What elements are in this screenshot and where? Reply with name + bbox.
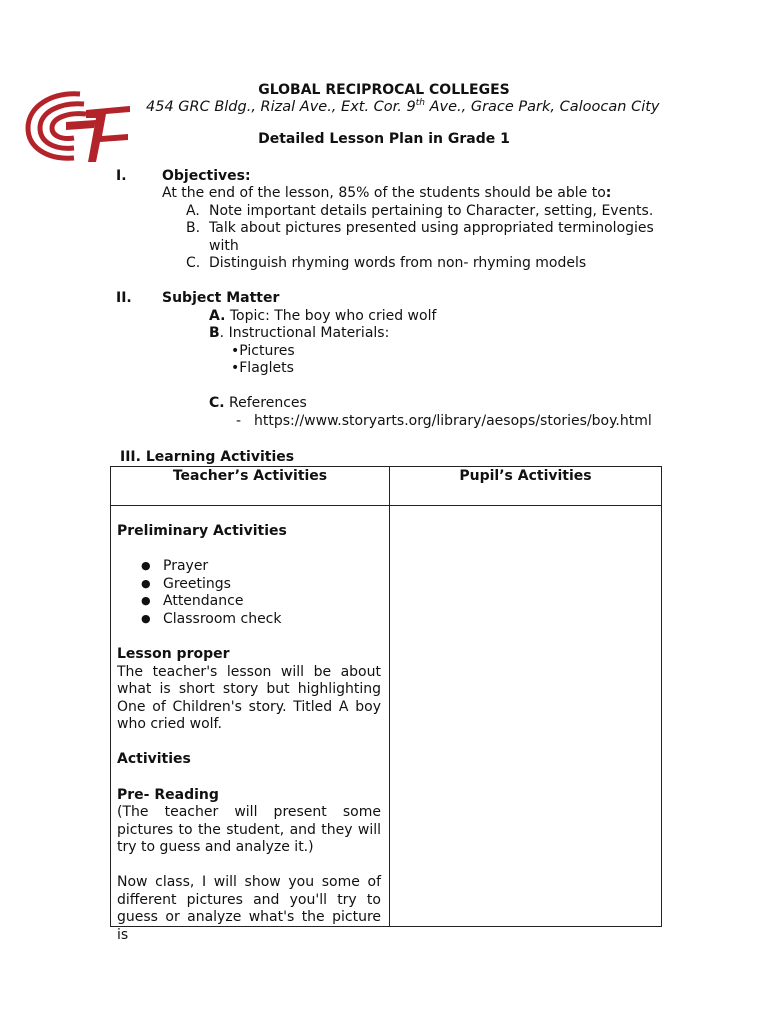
- objective-letter-b: B.: [186, 220, 201, 236]
- college-logo-icon: [22, 88, 134, 164]
- preliminary-item: Classroom check: [163, 611, 282, 627]
- references-line: C. References: [209, 395, 307, 411]
- now-class-text: different pictures and you'll try to: [117, 892, 381, 908]
- pre-reading-heading: Pre- Reading: [117, 787, 219, 803]
- bullet-icon: ●: [141, 594, 151, 607]
- school-name: GLOBAL RECIPROCAL COLLEGES: [258, 82, 510, 98]
- preliminary-item: Attendance: [163, 593, 244, 609]
- lesson-proper-text: what is short story but highlighting: [117, 681, 381, 697]
- learning-activities-table: [110, 466, 662, 943]
- preliminary-heading: Preliminary Activities: [117, 523, 287, 539]
- activities-heading: Activities: [117, 751, 191, 767]
- objective-text-a: Note important details pertaining to Character, setting, Events.: [209, 203, 654, 219]
- objectives-intro: At the end of the lesson, 85% of the students should be able to:: [162, 185, 612, 201]
- topic-line: A. Topic: The boy who cried wolf: [209, 308, 437, 324]
- now-class-text: guess or analyze what's the picture is: [117, 909, 381, 943]
- pre-reading-text: (The teacher will present some: [117, 804, 381, 820]
- lesson-proper-text: One of Children's story. Titled A boy: [117, 699, 381, 715]
- pre-reading-text: try to guess and analyze it.): [117, 839, 314, 855]
- now-class-text: Now class, I will show you some of: [117, 874, 381, 890]
- material-item: •Flaglets: [231, 360, 294, 376]
- subject-numeral: II.: [116, 290, 132, 306]
- pre-reading-text: pictures to the student, and they will: [117, 822, 381, 838]
- subject-heading: Subject Matter: [162, 290, 280, 306]
- pupil-activities-cell: [390, 506, 662, 927]
- preliminary-item: Greetings: [163, 576, 231, 592]
- objective-text-b: Talk about pictures presented using appropriated terminologies: [209, 220, 654, 236]
- lesson-proper-heading: Lesson proper: [117, 646, 230, 662]
- objectives-numeral: I.: [116, 168, 127, 184]
- objective-letter-c: C.: [186, 255, 201, 271]
- objective-text-b-cont: with: [209, 238, 239, 254]
- bullet-icon: ●: [141, 612, 151, 625]
- bullet-icon: ●: [141, 559, 151, 572]
- objective-text-c: Distinguish rhyming words from non- rhyming models: [209, 255, 587, 271]
- pupil-activities-header: Pupil’s Activities: [390, 467, 662, 506]
- school-address: 454 GRC Bldg., Rizal Ave., Ext. Cor. 9th Ave., Grace Park, Caloocan City: [146, 98, 660, 115]
- teacher-activities-cell: [111, 506, 390, 943]
- objective-letter-a: A.: [186, 203, 200, 219]
- learning-heading: III. Learning Activities: [120, 449, 295, 465]
- reference-url: https://www.storyarts.org/library/aesops/stories/boy.html: [254, 413, 652, 429]
- objectives-heading: Objectives:: [162, 168, 251, 184]
- material-item: •Pictures: [231, 343, 295, 359]
- lesson-proper-text: The teacher's lesson will be about: [117, 664, 381, 680]
- lesson-proper-text: who cried wolf.: [117, 716, 222, 732]
- teacher-activities-header: Teacher’s Activities: [111, 467, 390, 506]
- preliminary-item: Prayer: [163, 558, 209, 574]
- bullet-icon: ●: [141, 577, 151, 590]
- materials-line: B. Instructional Materials:: [209, 325, 390, 341]
- plan-title: Detailed Lesson Plan in Grade 1: [258, 131, 510, 147]
- reference-dash: -: [236, 413, 242, 429]
